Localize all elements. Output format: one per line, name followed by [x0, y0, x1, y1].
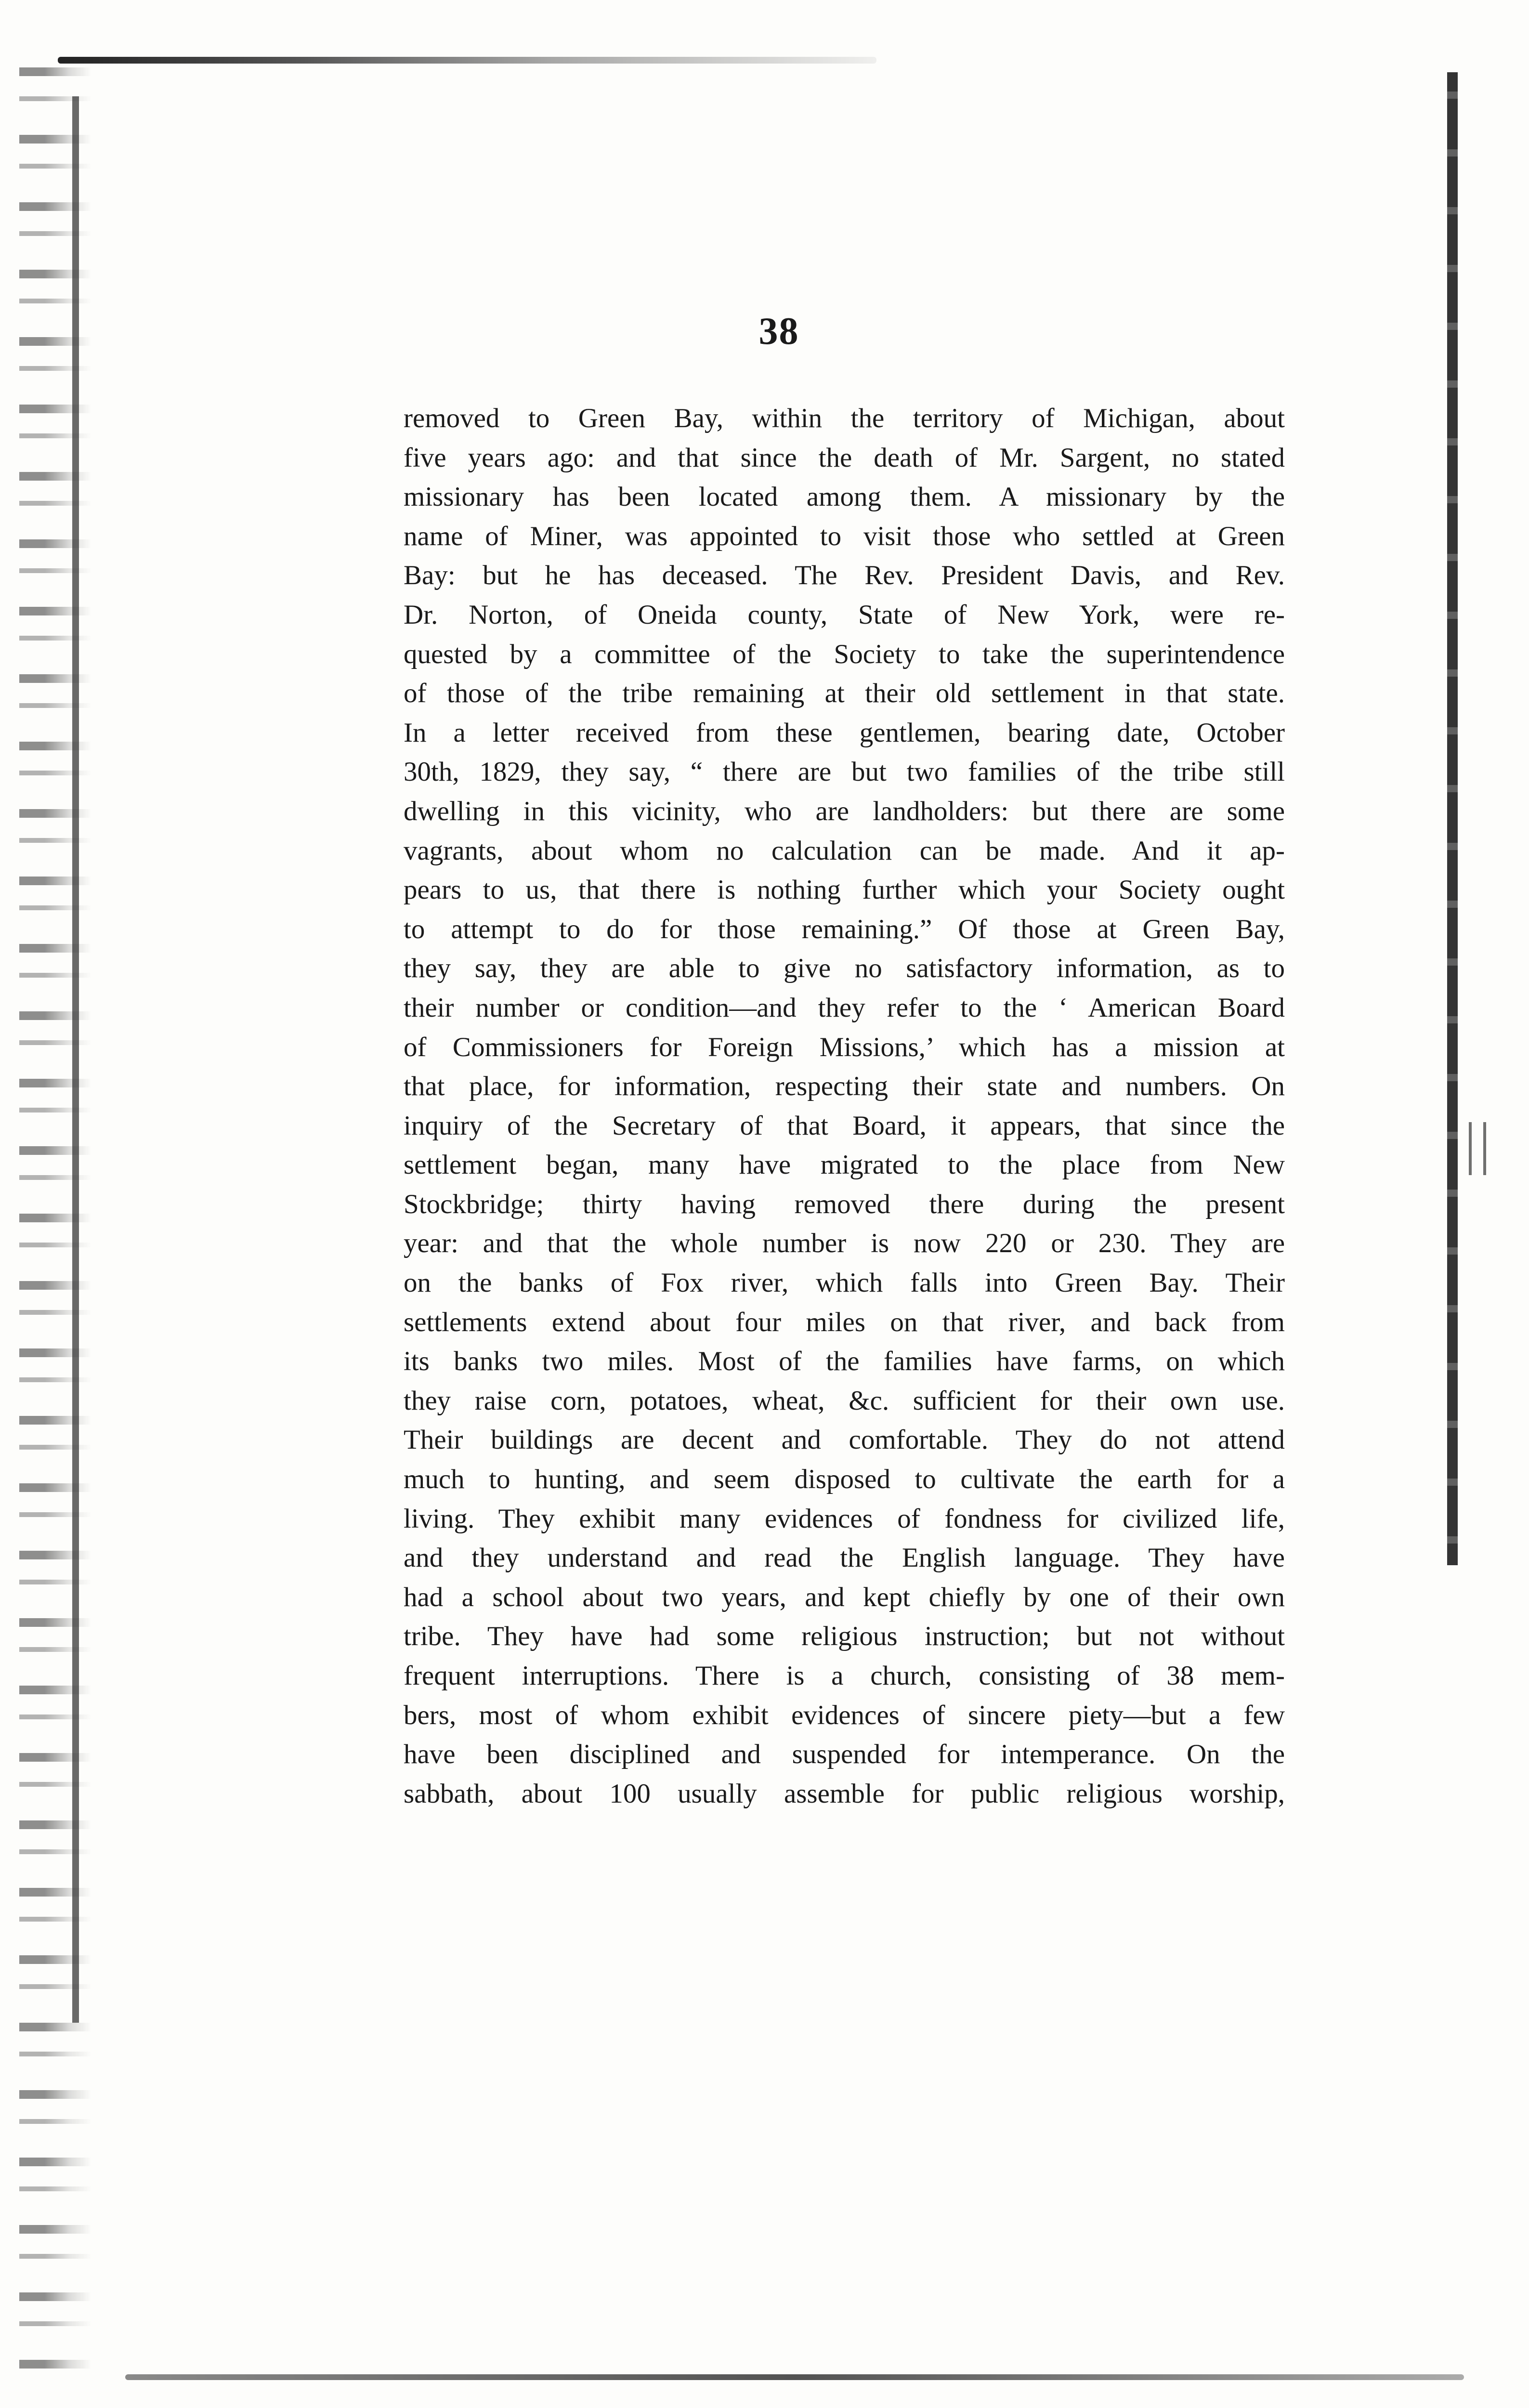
- text-line: removed to Green Bay, within the territory of Michigan, about: [404, 403, 1285, 433]
- text-line: missionary has been located among them. A missionary by the: [404, 482, 1285, 512]
- scan-edge-left: [19, 67, 91, 2379]
- text-line: much to hunting, and seem disposed to cultivate the earth for a: [404, 1464, 1285, 1495]
- text-line: sabbath, about 100 usually assemble for public religious worship,: [404, 1778, 1285, 1809]
- text-line: of those of the tribe remaining at their old settlement in that state.: [404, 678, 1285, 709]
- text-line: they raise corn, potatoes, wheat, &c. sufficient for their own use.: [404, 1385, 1285, 1416]
- text-line: to attempt to do for those remaining.” Of those at Green Bay,: [404, 914, 1285, 944]
- text-line: year: and that the whole number is now 220 or 230. They are: [404, 1228, 1285, 1259]
- text-line: living. They exhibit many evidences of fondness for civilized life,: [404, 1503, 1285, 1534]
- text-line: inquiry of the Secretary of that Board, it appears, that since the: [404, 1110, 1285, 1141]
- text-line: they say, they are able to give no satisfactory information, as to: [404, 953, 1285, 984]
- text-line: pears to us, that there is nothing further which your Society ought: [404, 875, 1285, 905]
- text-line: tribe. They have had some religious instruction; but not without: [404, 1621, 1285, 1652]
- scan-edge-top: [58, 57, 876, 64]
- text-line: five years ago: and that since the death of Mr. Sargent, no stated: [404, 442, 1285, 473]
- text-line: Dr. Norton, of Oneida county, State of New York, were re-: [404, 599, 1285, 630]
- text-line: Their buildings are decent and comfortable. They do not attend: [404, 1425, 1285, 1455]
- text-line: quested by a committee of the Society to take the superintendence: [404, 639, 1285, 669]
- text-line: frequent interruptions. There is a church, consisting of 38 mem-: [404, 1661, 1285, 1691]
- text-line: vagrants, about whom no calculation can be made. And it ap-: [404, 835, 1285, 866]
- text-line: 30th, 1829, they say, “ there are but two families of the tribe still: [404, 757, 1285, 787]
- text-line: had a school about two years, and kept chiefly by one of their own: [404, 1582, 1285, 1612]
- scan-edge-right: [1447, 72, 1458, 1565]
- text-line: of Commissioners for Foreign Missions,’ which has a mission at: [404, 1032, 1285, 1062]
- text-line: their number or condition—and they refer to the ‘ American Board: [404, 992, 1285, 1023]
- text-line: and they understand and read the English language. They have: [404, 1543, 1285, 1573]
- text-line: Stockbridge; thirty having removed there during the present: [404, 1189, 1285, 1219]
- text-line: have been disciplined and suspended for intemperance. On the: [404, 1739, 1285, 1770]
- scan-edge-left-line: [72, 96, 79, 2023]
- text-line: settlements extend about four miles on that river, and back from: [404, 1307, 1285, 1337]
- page-number: 38: [758, 310, 799, 353]
- text-line: bers, most of whom exhibit evidences of sincere piety—but a few: [404, 1700, 1285, 1730]
- text-line: Bay: but he has deceased. The Rev. President Davis, and Rev.: [404, 560, 1285, 591]
- text-line: on the banks of Fox river, which falls into Green Bay. Their: [404, 1268, 1285, 1298]
- text-line: dwelling in this vicinity, who are landholders: but there are some: [404, 796, 1285, 826]
- text-line: that place, for information, respecting their state and numbers. On: [404, 1071, 1285, 1102]
- scan-edge-right-ticks: [1469, 1122, 1498, 1175]
- text-line: name of Miner, was appointed to visit those who settled at Green: [404, 521, 1285, 551]
- text-line: settlement began, many have migrated to the place from New: [404, 1150, 1285, 1180]
- text-line: its banks two miles. Most of the families have farms, on which: [404, 1346, 1285, 1377]
- scan-edge-bottom: [125, 2374, 1464, 2380]
- text-line: In a letter received from these gentlemen, bearing date, October: [404, 717, 1285, 748]
- body-text: [404, 399, 1285, 1813]
